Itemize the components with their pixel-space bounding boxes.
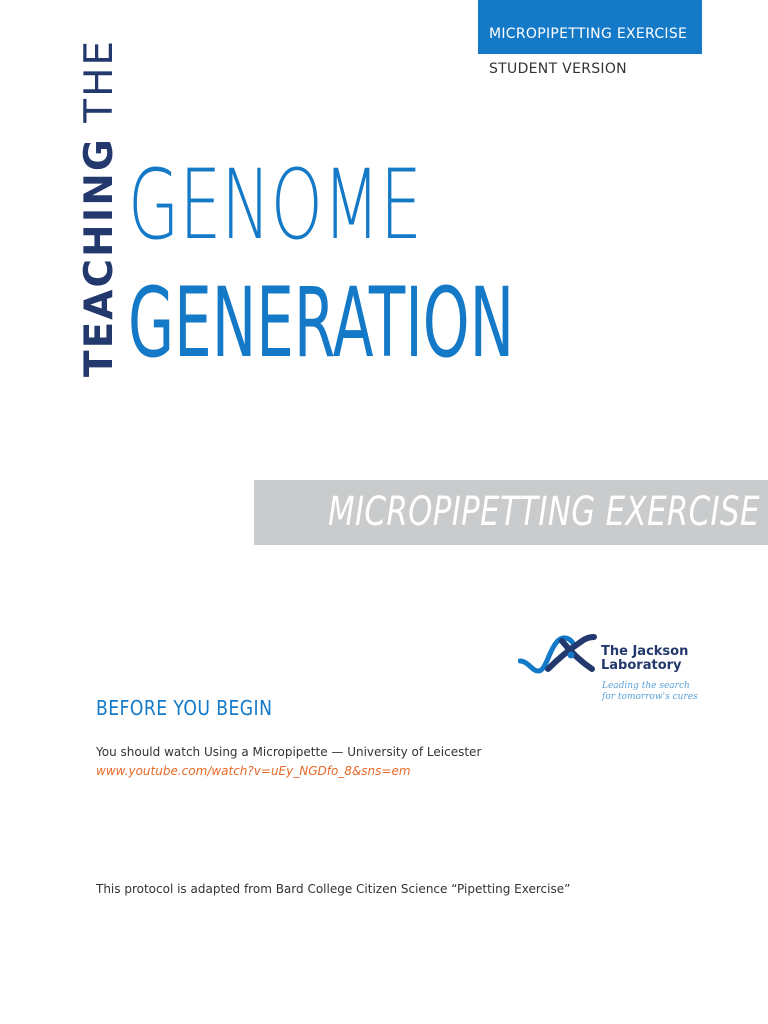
video-link[interactable]: www.youtube.com/watch?v=uEy_NGDfo_8&sns=em	[96, 764, 411, 778]
version-label: STUDENT VERSION	[489, 61, 627, 77]
logo-name	[601, 645, 688, 673]
title-prefix	[77, 38, 122, 377]
exercise-banner-title: MICROPIPETTING EXERCISE	[328, 489, 760, 535]
title-prefix-light: THE	[77, 38, 122, 123]
watch-instruction: You should watch Using a Micropipette — University of Leicester	[96, 745, 482, 759]
title-line-1: GENOME	[128, 149, 422, 261]
header-tab-label: MICROPIPETTING EXERCISE	[489, 26, 688, 42]
title-line-2: GENERATION	[128, 267, 515, 379]
logo-tagline	[602, 681, 698, 703]
logo-tagline-line-2: for tomorrow's cures	[602, 692, 698, 702]
title-prefix-bold: TEACHING	[77, 137, 122, 377]
logo-tagline-line-1: Leading the search	[602, 681, 690, 691]
logo-name-line-1: The Jackson	[601, 644, 689, 659]
logo-name-line-2: Laboratory	[601, 658, 682, 673]
protocol-credit: This protocol is adapted from Bard College Citizen Science “Pipetting Exercise”	[96, 882, 571, 896]
section-heading: BEFORE YOU BEGIN	[96, 696, 273, 720]
